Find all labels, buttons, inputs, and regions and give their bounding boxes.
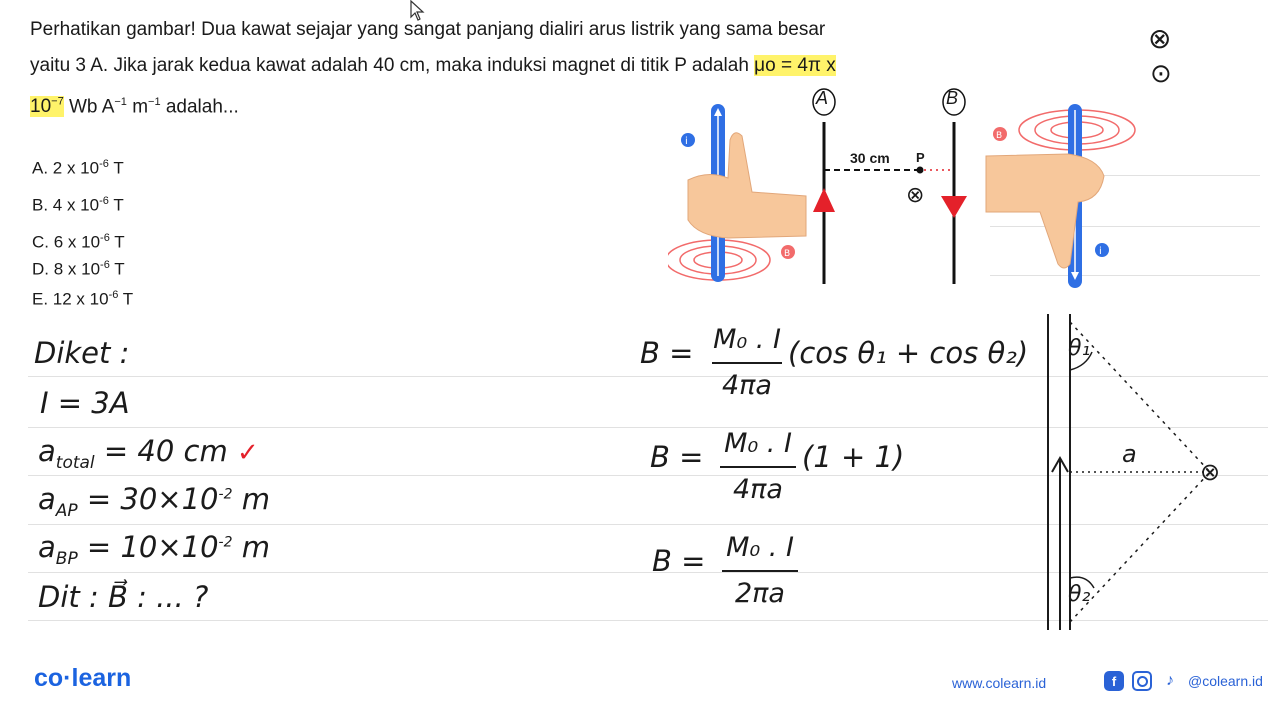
svg-text:i: i [1099, 246, 1102, 257]
svg-text:B: B [784, 249, 791, 259]
mu-constant: μo = 4π x [754, 55, 836, 76]
into-page-symbol-icon: ⊗ [1148, 23, 1172, 54]
svg-text:i: i [685, 136, 688, 147]
question-line-3: $10^{-7}$ Wb $A^{-1}$ $m^{-1}$ adalah... [30, 96, 239, 118]
formula-3-lhs: B = [652, 544, 706, 578]
right-hand-rule-up-illustration [668, 100, 818, 290]
right-hand-rule-down-illustration [982, 100, 1142, 290]
social-links [1104, 671, 1263, 691]
colearn-logo: co·learn [34, 664, 132, 692]
formula-1-lhs: B = [640, 336, 694, 370]
formula-2-lhs: B = [650, 440, 704, 474]
wire-b-label: B [946, 88, 959, 108]
answer-options [32, 146, 133, 317]
formula-1-rhs: (cos θ₁ + cos θ₂) [788, 336, 1029, 370]
instagram-icon[interactable] [1132, 671, 1152, 691]
formula-2-rhs: (1 + 1) [802, 440, 905, 474]
out-of-page-symbol-icon: ⊙ [1150, 58, 1172, 88]
point-into-page-icon: ⊗ [1200, 458, 1221, 486]
distance-label: 30 cm [850, 150, 890, 166]
option-b: B. 4 x $10^{-6}$ T [32, 195, 124, 215]
field-into-page-icon: ⊗ [906, 182, 925, 207]
tiktok-icon[interactable]: ♪ [1166, 672, 1174, 689]
dit-label: Dit : B⃗ : ... ? [38, 580, 209, 614]
formula-1-fraction: M₀ . I 4πa [713, 324, 781, 401]
svg-text:B: B [996, 131, 1003, 141]
option-e: E. 12 x $10^{-6}$ T [32, 289, 134, 309]
a-total-value: $a_{total} = 40$ cm ✓ [38, 434, 259, 473]
formula-2-fraction: M₀ . I 4πa [720, 426, 796, 508]
distance-a-label: a [1122, 440, 1137, 468]
website-url[interactable]: www.colearn.id [952, 675, 1047, 691]
current-value: I = 3A [40, 386, 130, 420]
question-line-1: Perhatikan gambar! Dua kawat sejajar yang sangat panjang dialiri arus listrik yang sama besar [30, 19, 826, 40]
question-line-2: yaitu 3 A. Jika jarak kedua kawat adalah 40 cm, maka induksi magnet di titik P adalah μo = 4π x [30, 55, 836, 76]
option-a: A. 2 x $10^{-6}$ T [32, 158, 124, 178]
theta-2-label: θ₂ [1068, 582, 1091, 607]
wire-a-label: A [816, 88, 829, 108]
a-ap-value: $a_{AP} = 30\times 10^{-2}$ m [38, 482, 270, 521]
option-d: D. 8 x $10^{-6}$ T [32, 259, 125, 279]
check-mark-icon: ✓ [236, 438, 259, 468]
diket-label: Diket : [34, 336, 130, 370]
facebook-icon[interactable]: f [1104, 671, 1124, 691]
point-p-label: P [916, 150, 925, 165]
a-bp-value: $a_{BP} = 10\times 10^{-2}$ m [38, 530, 270, 569]
theta-1-label: θ₁ [1068, 336, 1091, 361]
two-wire-figure [800, 84, 990, 289]
mouse-cursor-icon [408, 0, 426, 22]
option-c: C. 6 x $10^{-6}$ T [32, 232, 125, 252]
formula-3-fraction: M₀ . I 2πa [722, 530, 798, 612]
social-handle[interactable]: @colearn.id [1188, 673, 1263, 689]
